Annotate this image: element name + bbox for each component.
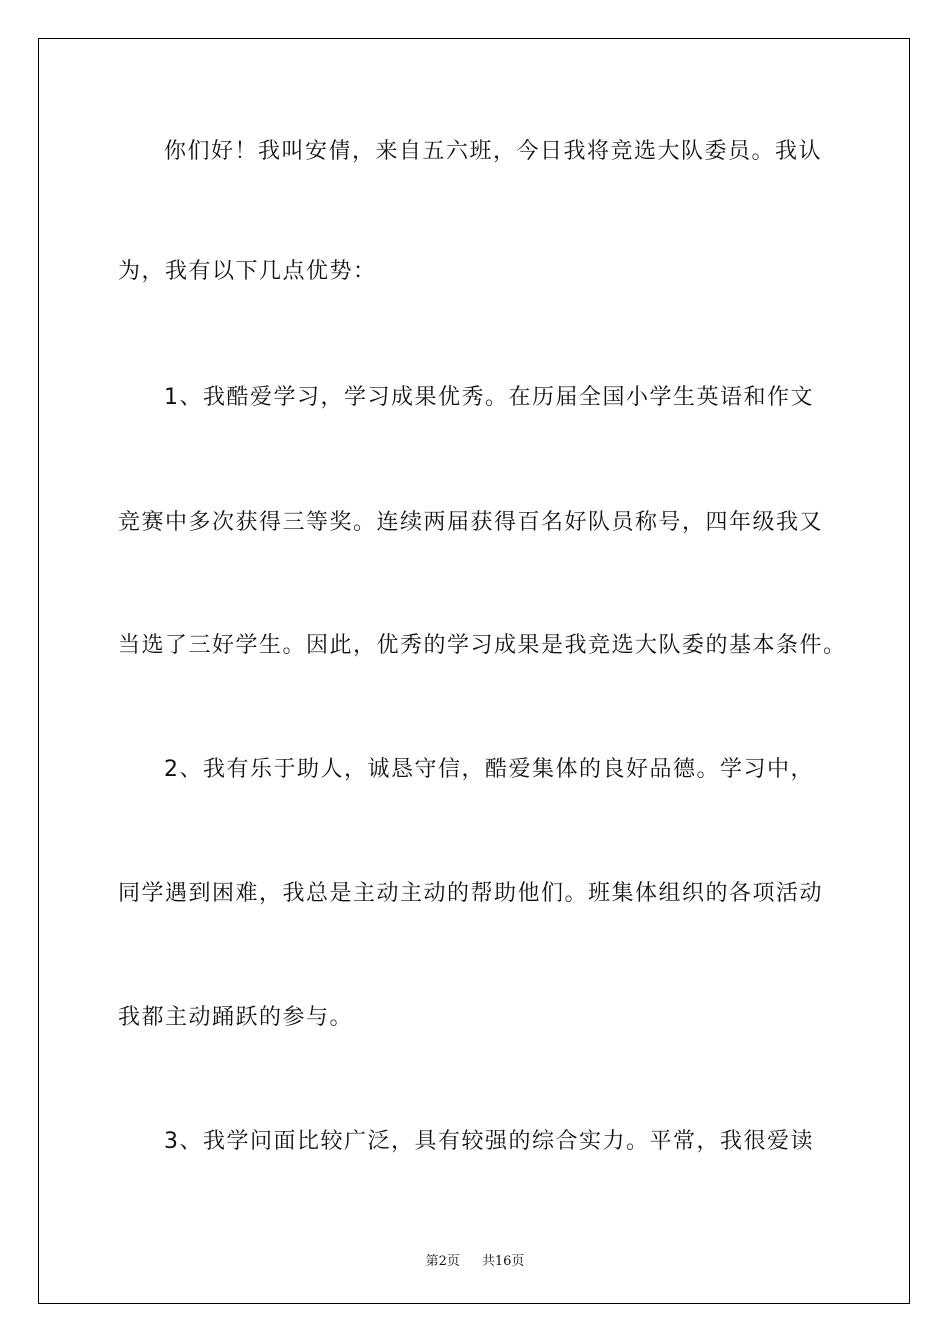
body-line: 你们好！我叫安倩，来自五六班，今日我将竞选大队委员。我认 [164, 139, 823, 164]
body-line: 同学遇到困难，我总是主动主动的帮助他们。班集体组织的各项活动 [118, 881, 824, 906]
page-footer [0, 1250, 950, 1269]
total-pages: 共16页 [481, 1254, 525, 1269]
body-line: 1、我酷爱学习，学习成果优秀。在历届全国小学生英语和作文 [164, 385, 814, 410]
body-line: 我都主动踊跃的参与。 [118, 1005, 354, 1030]
body-line: 2、我有乐于助人，诚恳守信，酷爱集体的良好品德。学习中， [164, 757, 814, 782]
body-line: 3、我学问面比较广泛，具有较强的综合实力。平常，我很爱读 [164, 1129, 814, 1154]
body-line: 为，我有以下几点优势： [118, 259, 377, 284]
page-border [38, 38, 910, 1304]
body-line: 竞赛中多次获得三等奖。连续两届获得百名好队员称号，四年级我又 [118, 510, 824, 535]
page-number: 第2页 [425, 1254, 460, 1269]
body-line: 当选了三好学生。因此，优秀的学习成果是我竞选大队委的基本条件。 [118, 633, 847, 658]
